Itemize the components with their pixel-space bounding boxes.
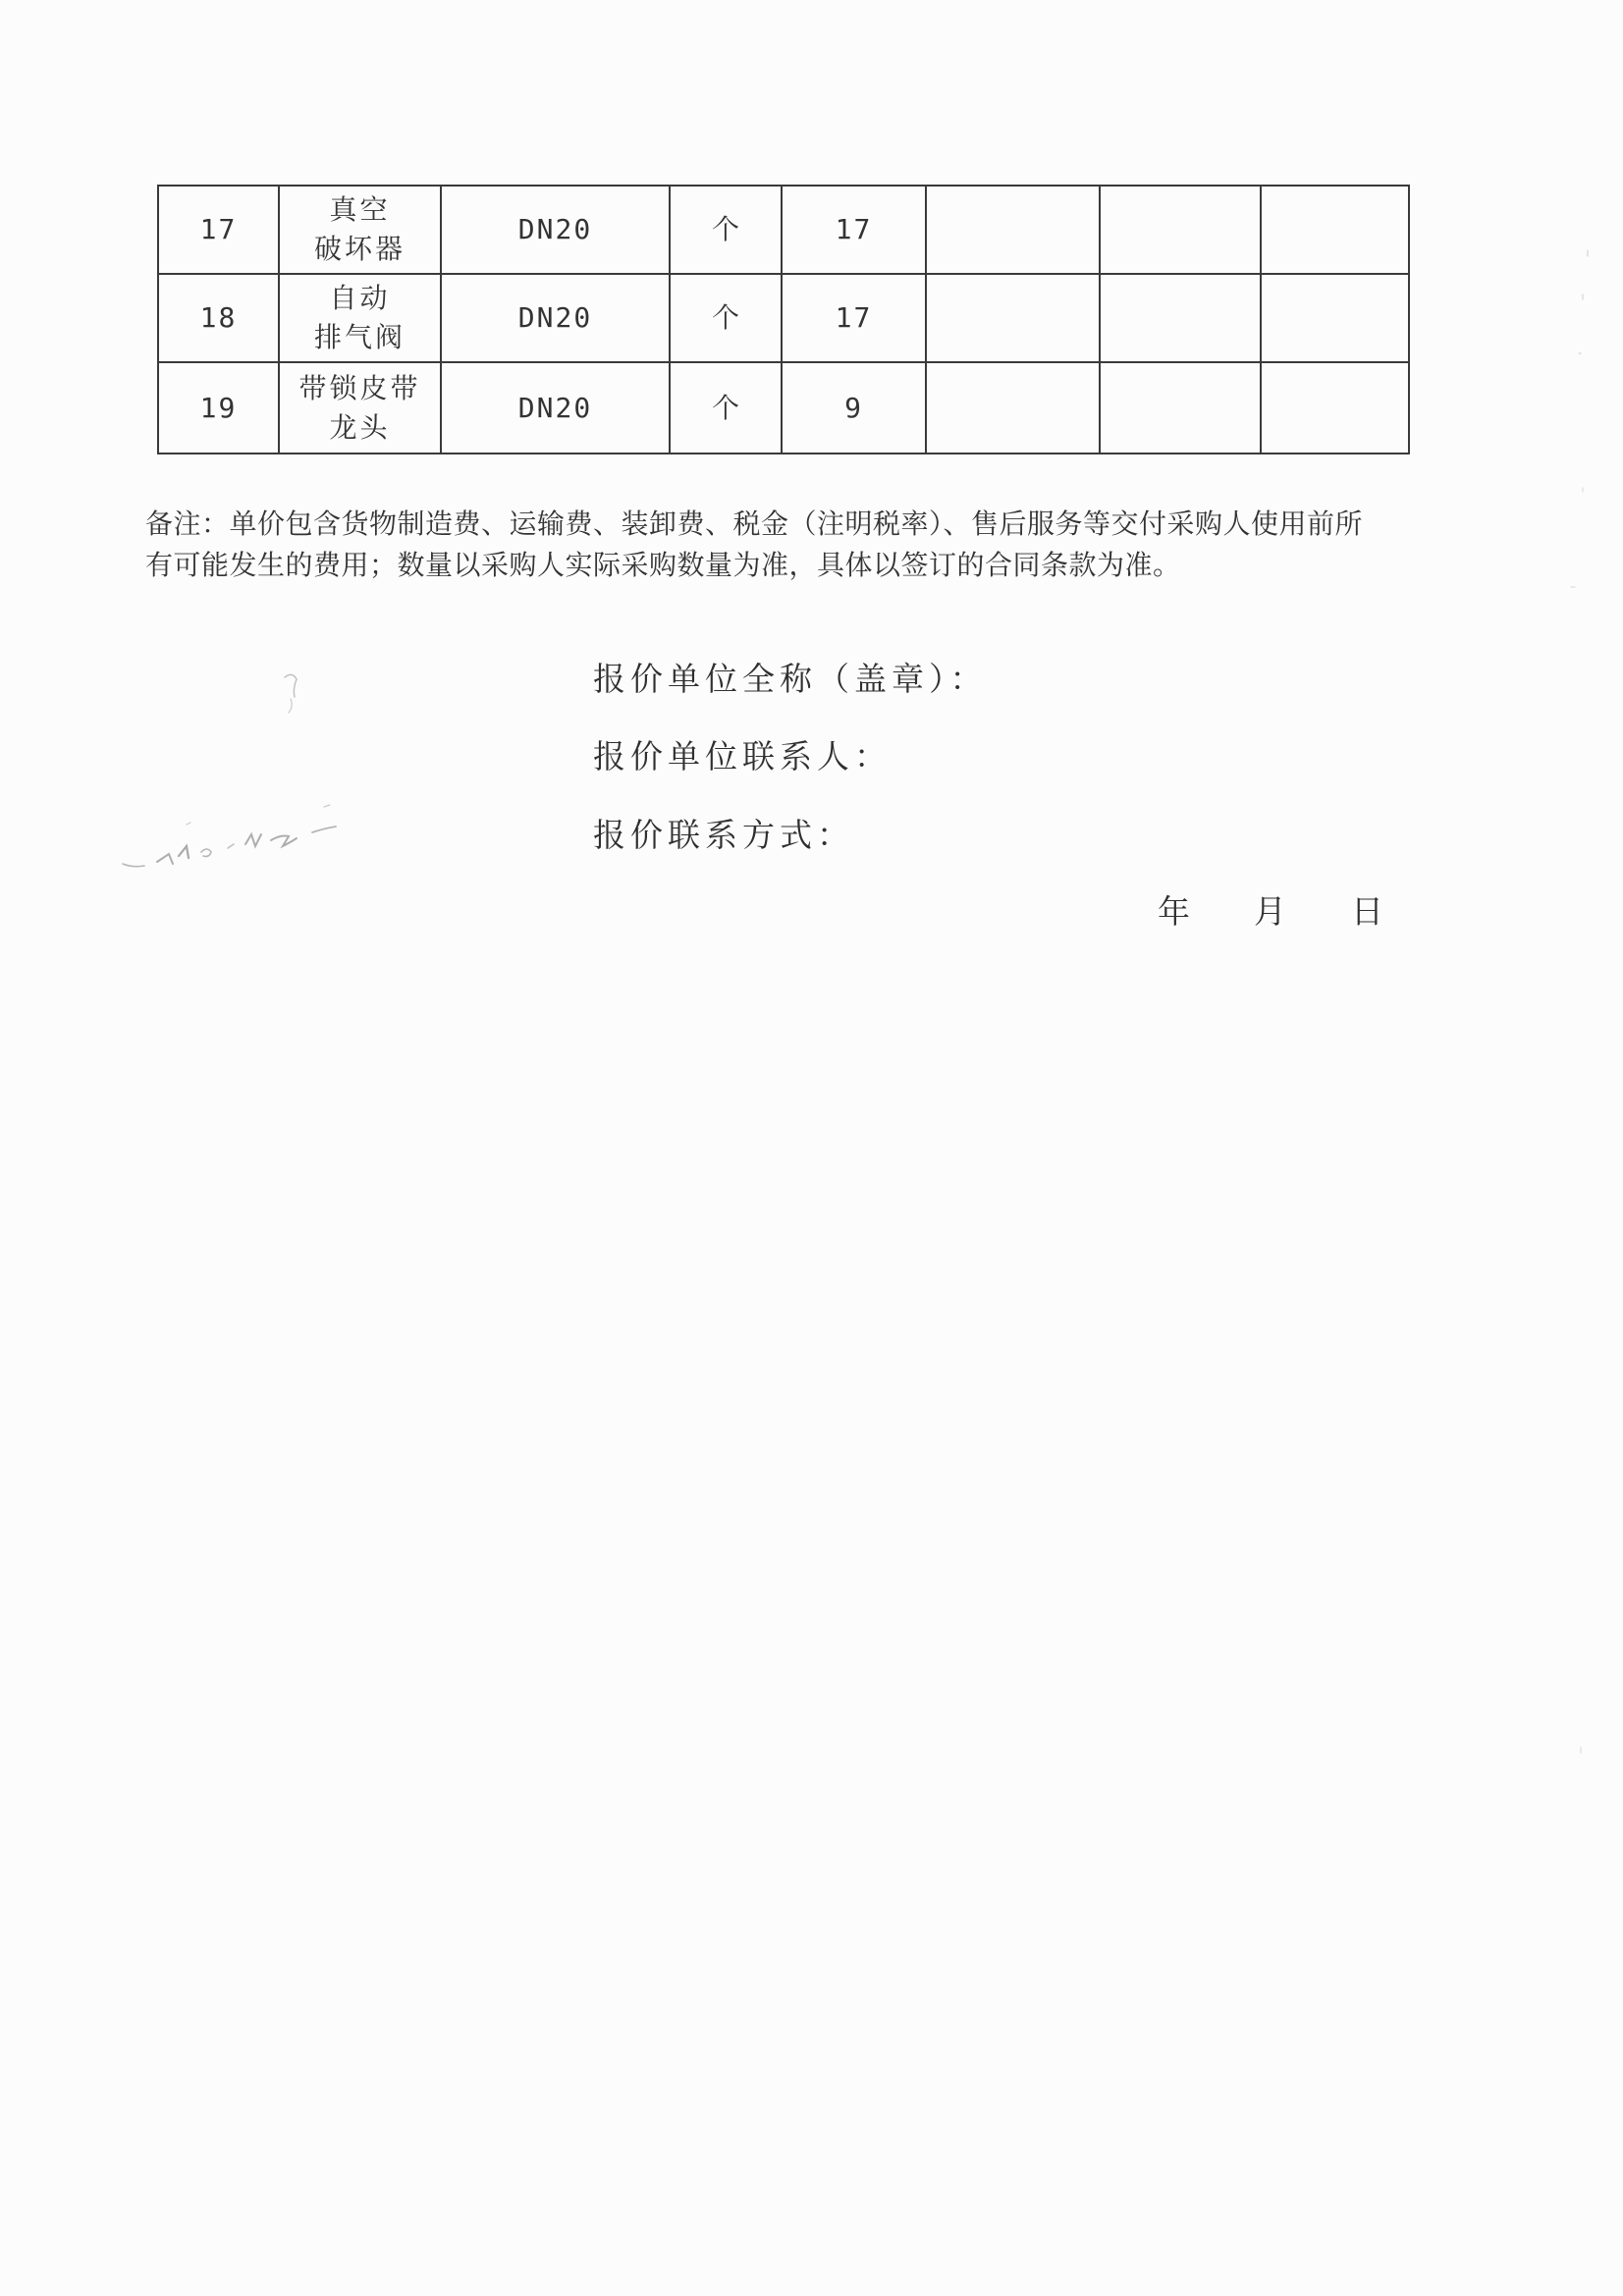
- table-row: [158, 274, 1409, 362]
- item-name-line: 排气阀: [313, 321, 406, 353]
- unit-cell: 个: [670, 274, 782, 362]
- quantity-cell: 17: [782, 186, 926, 274]
- empty-cell: [1100, 274, 1261, 362]
- item-name-line: 带锁皮带: [298, 371, 421, 404]
- empty-cell: [1261, 362, 1409, 454]
- item-name-line: 自动: [329, 282, 391, 314]
- empty-cell: [1100, 186, 1261, 274]
- item-name-line: 破坏器: [313, 233, 406, 265]
- empty-cell: [1261, 274, 1409, 362]
- contact-person-label: 报价单位联系人：: [593, 737, 892, 775]
- empty-cell: [926, 186, 1100, 274]
- row-number-cell: 18: [158, 274, 279, 362]
- quote-table: [157, 185, 1410, 454]
- company-name-label: 报价单位全称（盖章）：: [593, 660, 988, 698]
- empty-cell: [926, 362, 1100, 454]
- item-name-cell: [279, 362, 441, 454]
- spec-cell: DN20: [441, 362, 670, 454]
- remark-note: [145, 504, 1520, 586]
- unit-cell: 个: [670, 362, 782, 454]
- date-year-label: 年: [1158, 892, 1190, 931]
- table-row: [158, 186, 1409, 274]
- item-name-cell: [279, 186, 441, 274]
- item-name-line: 龙头: [329, 410, 391, 444]
- remark-line: 有可能发生的费用；数量以采购人实际采购数量为准，具体以签订的合同条款为准。: [145, 549, 1181, 581]
- remark-line: 备注：单价包含货物制造费、运输费、装卸费、税金（注明税率）、售后服务等交付采购人使用前所: [145, 507, 1364, 540]
- quantity-cell: 9: [782, 362, 926, 454]
- table-row: [158, 362, 1409, 454]
- empty-cell: [1100, 362, 1261, 454]
- quantity-cell: 17: [782, 274, 926, 362]
- row-number-cell: 17: [158, 186, 279, 274]
- item-name-cell: [279, 274, 441, 362]
- row-number-cell: 19: [158, 362, 279, 454]
- spec-cell: DN20: [441, 274, 670, 362]
- contact-method-label: 报价联系方式：: [593, 816, 854, 854]
- empty-cell: [1261, 186, 1409, 274]
- empty-cell: [926, 274, 1100, 362]
- item-name-line: 真空: [329, 193, 391, 226]
- date-month-label: 月: [1254, 892, 1286, 931]
- spec-cell: DN20: [441, 186, 670, 274]
- date-day-label: 日: [1351, 892, 1383, 931]
- unit-cell: 个: [670, 186, 782, 274]
